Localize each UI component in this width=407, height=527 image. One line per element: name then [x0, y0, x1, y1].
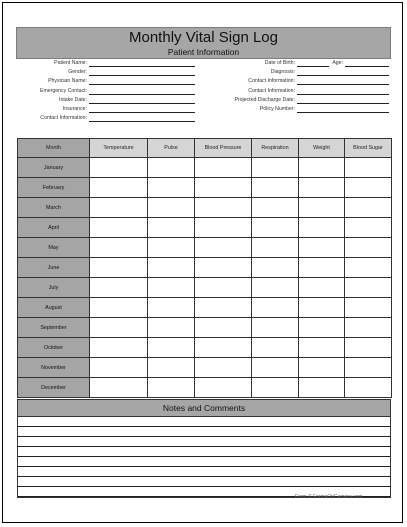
entry-cell[interactable] — [345, 218, 392, 238]
entry-cell[interactable] — [252, 358, 299, 378]
field-input-line[interactable] — [297, 112, 389, 113]
column-header: Month — [18, 139, 90, 158]
entry-cell[interactable] — [299, 158, 345, 178]
entry-cell[interactable] — [299, 258, 345, 278]
entry-cell[interactable] — [299, 318, 345, 338]
entry-cell[interactable] — [345, 278, 392, 298]
month-cell: February — [18, 178, 90, 198]
form-page — [2, 2, 403, 523]
entry-cell[interactable] — [195, 258, 252, 278]
table-row — [18, 318, 392, 338]
entry-cell[interactable] — [299, 358, 345, 378]
notes-section — [17, 399, 391, 498]
column-header: Temperature — [90, 139, 148, 158]
notes-line[interactable] — [18, 427, 390, 437]
entry-cell[interactable] — [90, 198, 148, 218]
entry-cell[interactable] — [345, 178, 392, 198]
entry-cell[interactable] — [345, 158, 392, 178]
entry-cell[interactable] — [252, 158, 299, 178]
month-cell: June — [18, 258, 90, 278]
month-cell: January — [18, 158, 90, 178]
vital-sign-table — [17, 138, 392, 398]
field-label: Date of Birth: — [264, 60, 295, 66]
entry-cell[interactable] — [90, 318, 148, 338]
field-input-line[interactable] — [297, 103, 389, 104]
entry-cell[interactable] — [299, 198, 345, 218]
entry-cell[interactable] — [252, 238, 299, 258]
table-row — [18, 258, 392, 278]
entry-cell[interactable] — [148, 158, 195, 178]
entry-cell[interactable] — [252, 318, 299, 338]
entry-cell[interactable] — [252, 218, 299, 238]
field-label: Gender: — [68, 69, 87, 76]
entry-cell[interactable] — [90, 218, 148, 238]
table-row — [18, 238, 392, 258]
entry-cell[interactable] — [90, 358, 148, 378]
entry-cell[interactable] — [90, 378, 148, 398]
age-input-line[interactable] — [345, 66, 389, 67]
field-label: Insurance: — [62, 106, 87, 112]
field-label: Contact Information: — [248, 78, 295, 85]
entry-cell[interactable] — [148, 198, 195, 218]
entry-cell[interactable] — [299, 178, 345, 198]
entry-cell[interactable] — [345, 198, 392, 218]
column-header: Blood Sugar — [345, 139, 392, 158]
table-header-row — [18, 139, 392, 158]
entry-cell[interactable] — [299, 278, 345, 298]
entry-cell[interactable] — [345, 358, 392, 378]
entry-cell[interactable] — [90, 338, 148, 358]
table-row — [18, 158, 392, 178]
entry-cell[interactable] — [90, 238, 148, 258]
entry-cell[interactable] — [195, 318, 252, 338]
entry-cell[interactable] — [148, 258, 195, 278]
notes-line[interactable] — [18, 457, 390, 467]
field-label: Contact Information: — [248, 87, 295, 94]
column-header: Blood Pressure — [195, 139, 252, 158]
entry-cell[interactable] — [299, 298, 345, 318]
entry-cell[interactable] — [148, 178, 195, 198]
form-title: Monthly Vital Sign Log — [129, 29, 278, 46]
month-cell: March — [18, 198, 90, 218]
field-label: Policy Number: — [259, 106, 295, 112]
entry-cell[interactable] — [345, 318, 392, 338]
entry-cell[interactable] — [252, 258, 299, 278]
entry-cell[interactable] — [195, 178, 252, 198]
field-input-line[interactable] — [297, 66, 329, 67]
entry-cell[interactable] — [195, 238, 252, 258]
table-row — [18, 198, 392, 218]
entry-cell[interactable] — [90, 278, 148, 298]
form-footer: Form © FormsOnCamera.com — [295, 494, 363, 500]
table-row — [18, 278, 392, 298]
field-label: Intake Date: — [59, 96, 87, 103]
form-header — [16, 27, 391, 59]
field-label: Contact Information: — [40, 115, 87, 122]
entry-cell[interactable] — [148, 318, 195, 338]
entry-cell[interactable] — [299, 338, 345, 358]
entry-cell[interactable] — [299, 238, 345, 258]
month-cell: August — [18, 298, 90, 318]
entry-cell[interactable] — [148, 238, 195, 258]
entry-cell[interactable] — [195, 158, 252, 178]
field-input-line[interactable] — [297, 94, 389, 95]
table-row — [18, 378, 392, 398]
entry-cell[interactable] — [252, 198, 299, 218]
table-row — [18, 338, 392, 358]
field-label: Physician Name: — [48, 78, 87, 85]
notes-line[interactable] — [18, 467, 390, 477]
column-header: Pulse — [148, 139, 195, 158]
entry-cell[interactable] — [252, 378, 299, 398]
entry-cell[interactable] — [148, 378, 195, 398]
notes-line[interactable] — [18, 437, 390, 447]
entry-cell[interactable] — [252, 178, 299, 198]
entry-cell[interactable] — [195, 338, 252, 358]
notes-line[interactable] — [18, 417, 390, 427]
entry-cell[interactable] — [90, 298, 148, 318]
entry-cell[interactable] — [195, 198, 252, 218]
entry-cell[interactable] — [195, 298, 252, 318]
month-cell: April — [18, 218, 90, 238]
notes-line[interactable] — [18, 447, 390, 457]
entry-cell[interactable] — [195, 218, 252, 238]
entry-cell[interactable] — [252, 298, 299, 318]
entry-cell[interactable] — [148, 278, 195, 298]
month-cell: May — [18, 238, 90, 258]
column-header: Respiration — [252, 139, 299, 158]
table-row — [18, 218, 392, 238]
entry-cell[interactable] — [90, 178, 148, 198]
patient-info-right — [3, 60, 343, 130]
table-row — [18, 178, 392, 198]
month-cell: November — [18, 358, 90, 378]
entry-cell[interactable] — [345, 378, 392, 398]
entry-cell[interactable] — [299, 378, 345, 398]
table-row — [18, 298, 392, 318]
month-cell: October — [18, 338, 90, 358]
entry-cell[interactable] — [195, 358, 252, 378]
month-cell: December — [18, 378, 90, 398]
entry-cell[interactable] — [299, 218, 345, 238]
entry-cell[interactable] — [252, 338, 299, 358]
entry-cell[interactable] — [90, 158, 148, 178]
field-label: Patient Name: — [54, 60, 87, 66]
field-label: Projected Discharge Date: — [234, 96, 295, 103]
entry-cell[interactable] — [195, 378, 252, 398]
entry-cell[interactable] — [90, 258, 148, 278]
entry-cell[interactable] — [148, 218, 195, 238]
entry-cell[interactable] — [148, 298, 195, 318]
notes-line[interactable] — [18, 477, 390, 487]
field-label: Diagnosis: — [270, 69, 295, 76]
entry-cell[interactable] — [345, 258, 392, 278]
entry-cell[interactable] — [195, 278, 252, 298]
notes-title: Notes and Comments — [18, 400, 390, 417]
month-cell: September — [18, 318, 90, 338]
age-label: Age: — [332, 60, 343, 66]
entry-cell[interactable] — [345, 298, 392, 318]
entry-cell[interactable] — [252, 278, 299, 298]
column-header: Weight — [299, 139, 345, 158]
field-input-line[interactable] — [297, 75, 389, 76]
entry-cell[interactable] — [148, 358, 195, 378]
field-label: Emergency Contact: — [40, 87, 87, 94]
entry-cell[interactable] — [345, 238, 392, 258]
month-cell: July — [18, 278, 90, 298]
entry-cell[interactable] — [148, 338, 195, 358]
table-row — [18, 358, 392, 378]
entry-cell[interactable] — [345, 338, 392, 358]
section-title-patient-information: Patient Information — [167, 47, 240, 57]
field-input-line[interactable] — [297, 84, 389, 85]
